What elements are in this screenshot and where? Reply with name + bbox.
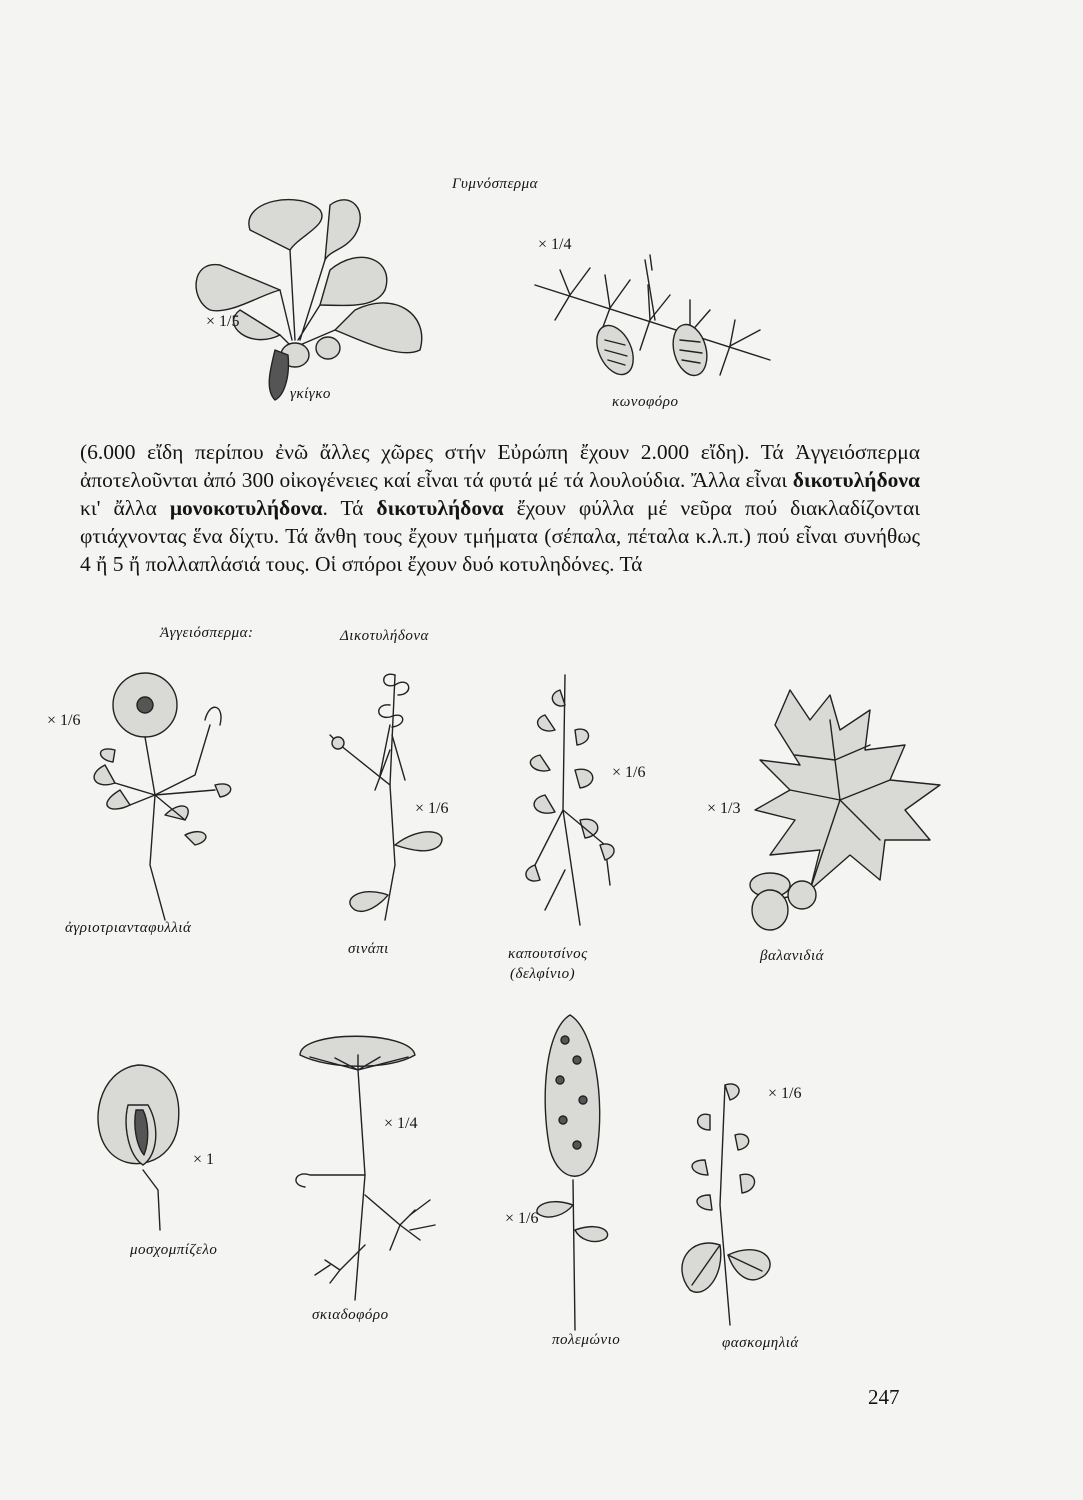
body-paragraph: (6.000 εἴδη περίπου ἐνῶ ἄλλες χῶρες στήν Εὐρώπη ἔχουν 2.000 εἴδη). Τά Ἀγγειόσπερμα ἀποτελοῦνται ἀπό 300 οἰκογένειες καί εἶναι τά φυτά μέ τά λουλούδια. Ἄλλα εἶναι δικοτυλήδονα κι' ἄλλα μονοκοτυλήδονα. Τά δικοτυλήδονα ἔχουν φύλλα μέ νεῦρα πού διακλαδίζονται φτιάχνοντας ἕνα δίχτυ. Τά ἄνθη τους ἔχουν τμήματα (σέπαλα, πέταλα κ.λ.π.) πού εἶναι συνήθως 4 ἤ 5 ἤ πολλαπλάσιά τους. Οἱ σπόροι ἔχουν δυό κοτυληδόνες. Τά — [80, 440, 920, 576]
dicot-label: Δικοτυλήδονα — [340, 628, 429, 644]
scale-rose: × 1/6 — [47, 712, 81, 729]
larkspur-illustration — [505, 670, 635, 930]
scale-mustard: × 1/6 — [415, 800, 449, 817]
scale-sage: × 1/6 — [768, 1085, 802, 1102]
caption-rose: ἀγριοτριανταφυλλιά — [65, 920, 192, 936]
caption-mustard: σινάπι — [348, 941, 389, 957]
scale-oak: × 1/3 — [707, 800, 741, 817]
sage-illustration — [650, 1075, 790, 1330]
caption-ginkgo: γκίγκο — [290, 386, 331, 402]
caption-conifer: κωνοφόρο — [612, 394, 679, 410]
angiosperm-label: Ἀγγειόσπερμα: — [160, 625, 254, 641]
sweet-pea-illustration — [88, 1055, 198, 1235]
ginkgo-illustration — [180, 190, 440, 405]
wild-rose-illustration — [85, 665, 265, 925]
mustard-illustration — [320, 665, 460, 925]
polemonium-illustration — [515, 1010, 625, 1330]
caption-umbellifer: σκιαδοφόρο — [312, 1307, 389, 1323]
section-title-gymnosperms: Γυμνόσπερμα — [452, 176, 539, 192]
caption-oak: βαλανιδιά — [760, 948, 825, 964]
caption-larkspur-2: (δελφίνιο) — [510, 966, 576, 982]
scale-ginkgo: × 1/5 — [206, 313, 240, 330]
caption-larkspur-1: καπουτσίνος — [508, 946, 588, 962]
scale-conifer: × 1/4 — [538, 236, 572, 253]
umbellifer-illustration — [270, 1025, 470, 1305]
oak-illustration — [730, 680, 950, 940]
scale-polemonium: × 1/6 — [505, 1210, 539, 1227]
scale-sweetpea: × 1 — [193, 1151, 215, 1168]
conifer-illustration — [530, 250, 790, 400]
scale-umbellifer: × 1/4 — [384, 1115, 418, 1132]
page-number: 247 — [868, 1385, 900, 1409]
caption-sweetpea: μοσχομπίζελο — [130, 1242, 218, 1258]
scale-larkspur: × 1/6 — [612, 764, 646, 781]
caption-polemonium: πολεμώνιο — [552, 1332, 621, 1348]
caption-sage: φασκομηλιά — [722, 1335, 799, 1351]
